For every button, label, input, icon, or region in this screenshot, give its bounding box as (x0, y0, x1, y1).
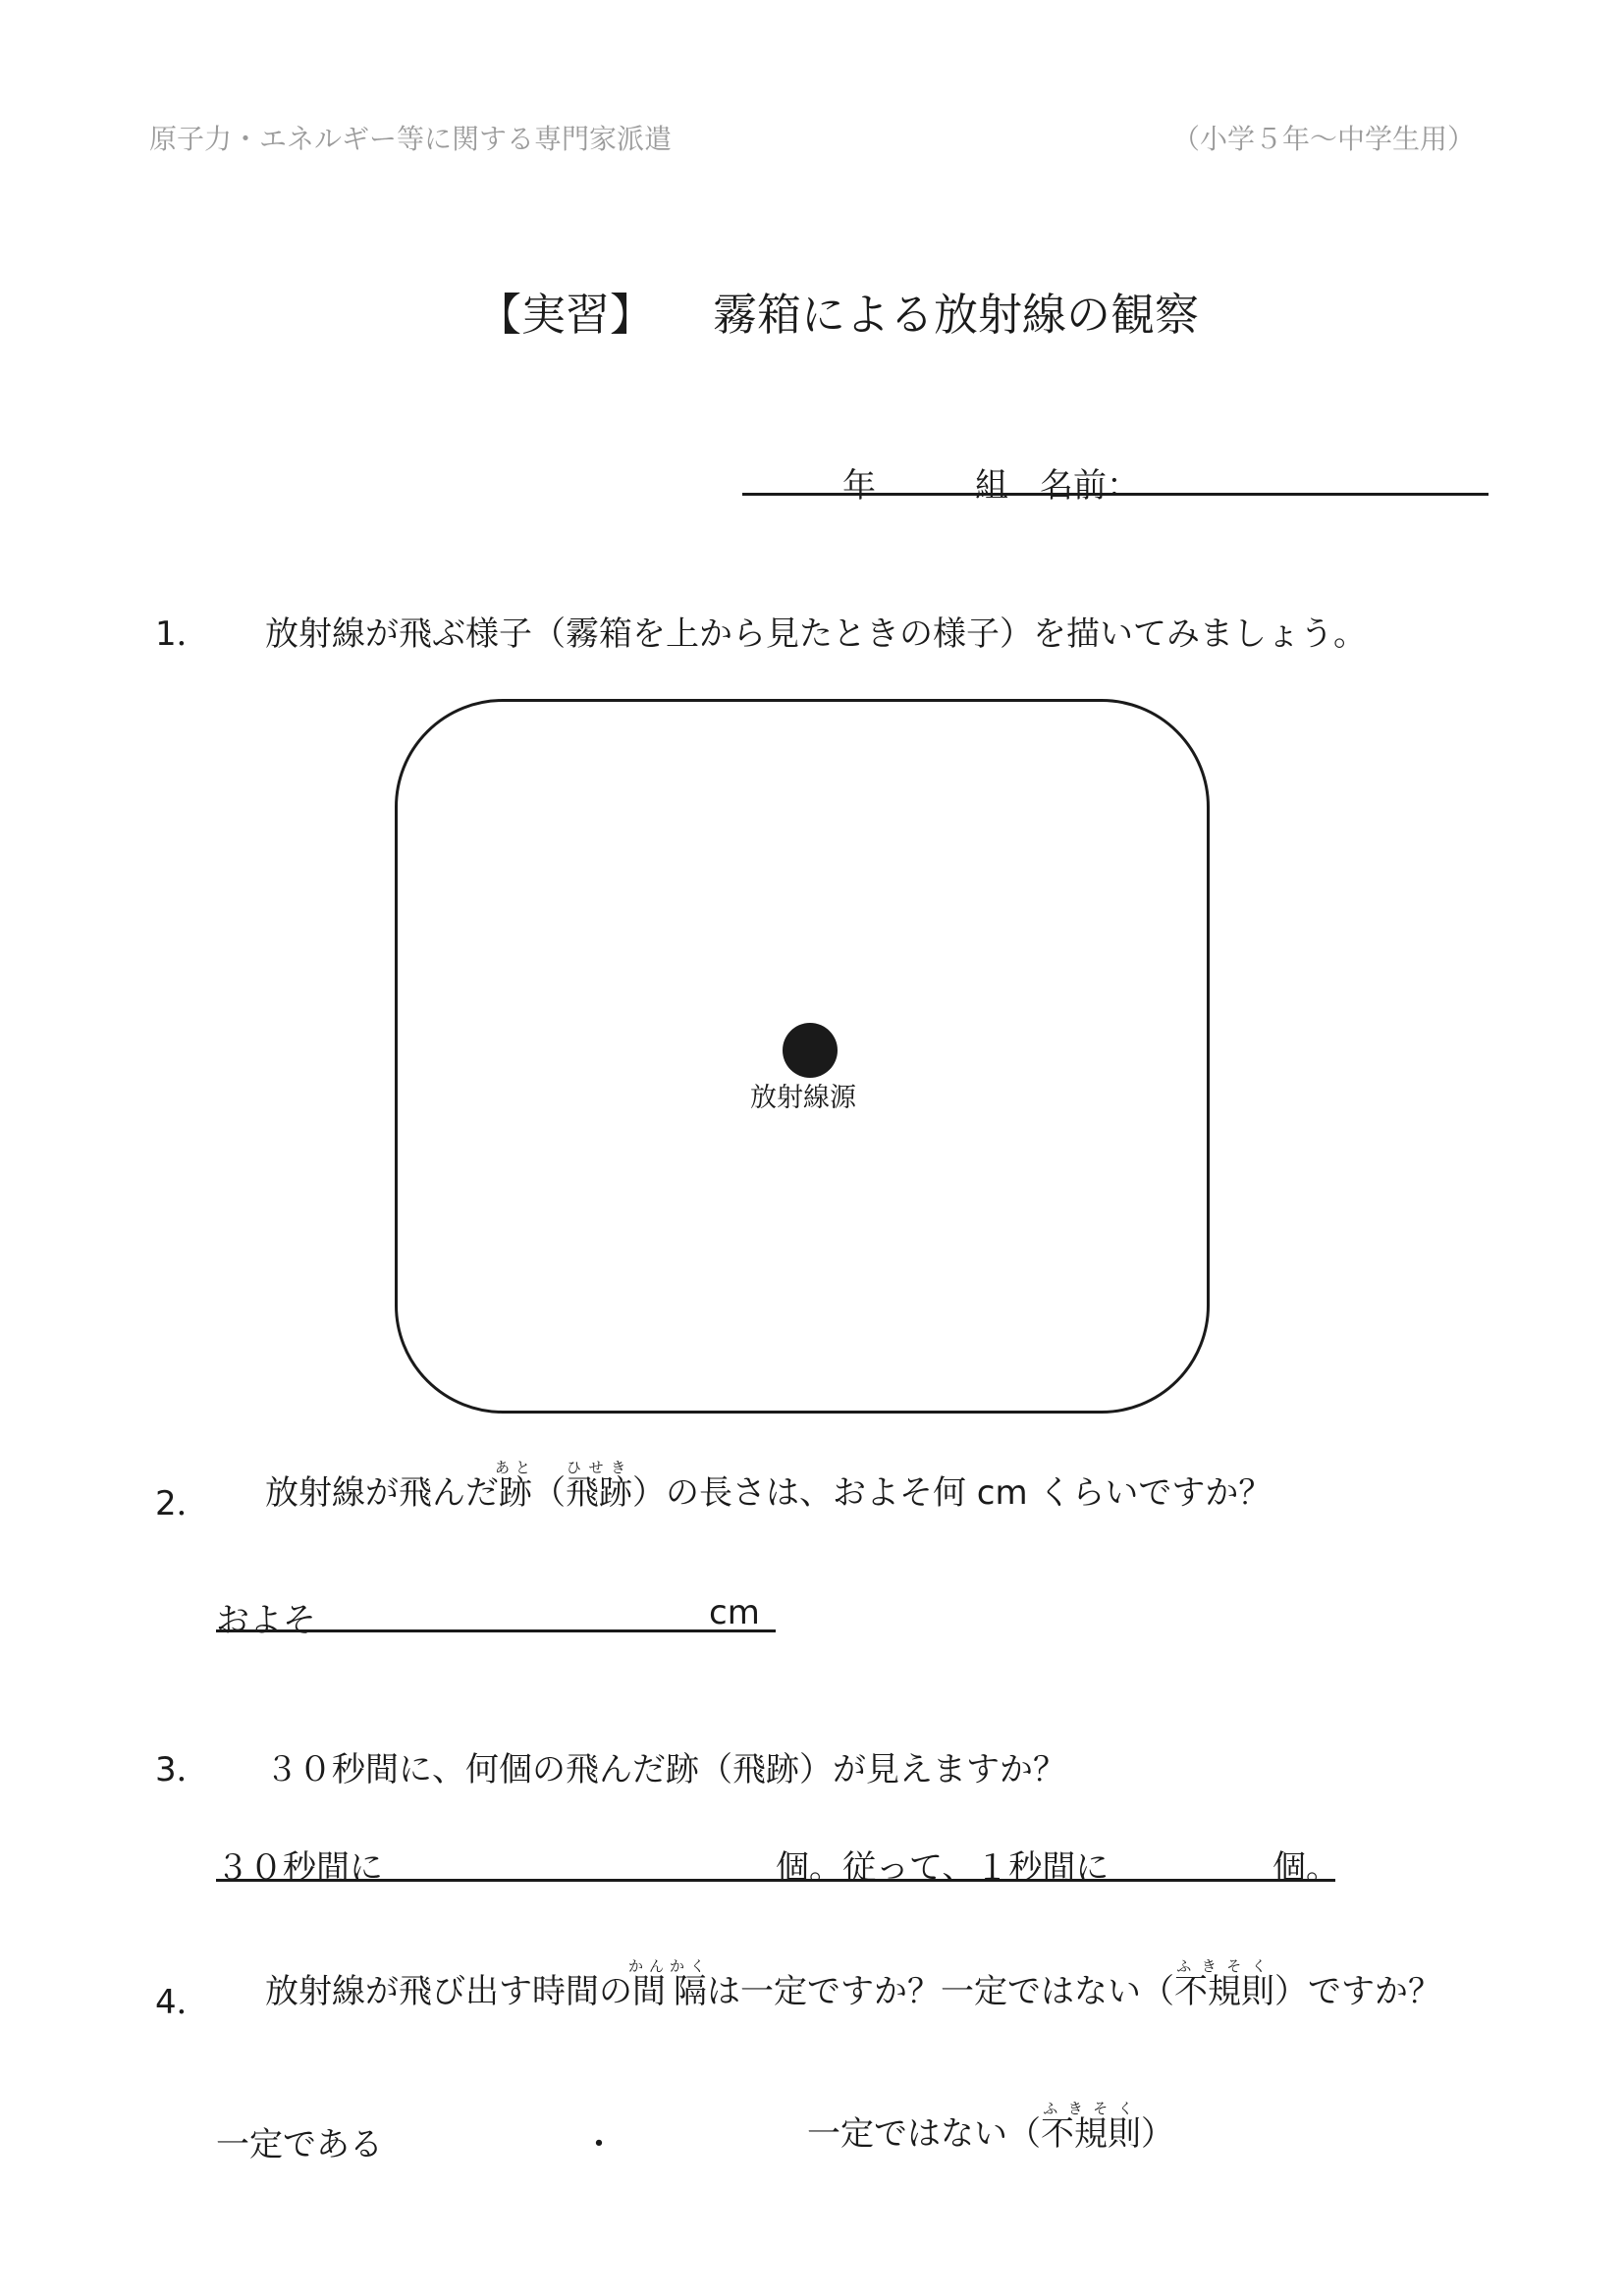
q2-answer-unit: cm (709, 1593, 760, 1632)
q3-number: 3． (155, 1750, 210, 1789)
q3-answer-c: 個。 (1272, 1848, 1339, 1888)
q4-fukisoku: 不規則 (1174, 1972, 1275, 2011)
name-underline[interactable] (742, 493, 1489, 496)
label-name: 名前： (1040, 466, 1140, 506)
label-year: 年 (842, 466, 876, 506)
q2-text-mid: （ (532, 1473, 566, 1513)
q4-kankaku-reading: かんかく (628, 1957, 712, 1975)
q2-ato-reading: あと (495, 1459, 537, 1476)
q1-text: 放射線が飛ぶ様子（霧箱を上から見たときの様子）を描いてみましょう。 (265, 614, 1367, 654)
q2-text-pre: 放射線が飛んだ (265, 1473, 499, 1513)
q2-answer-prefix: およそ (216, 1601, 316, 1640)
q2-answer-line[interactable] (216, 1629, 776, 1632)
q3-text: ３０秒間に、何個の飛んだ跡（飛跡）が見えますか？ (265, 1750, 1066, 1789)
radiation-source-dot (783, 1023, 838, 1078)
page-title (477, 279, 1199, 343)
q2-ruby-ato (495, 1459, 537, 1513)
q2-hiseki-reading: ひせき (566, 1459, 632, 1476)
q4-text (265, 1957, 1441, 2020)
q2-text (265, 1459, 1272, 1522)
q2-hiseki: 飛跡 (566, 1473, 632, 1513)
label-class: 組 (975, 466, 1008, 506)
radiation-source-label: 放射線源 (750, 1083, 856, 1113)
q2-ruby-hiseki (566, 1459, 632, 1513)
q2-number: 2． (155, 1484, 210, 1523)
q1-number: 1． (155, 614, 210, 654)
q3-answer-b: 個。従って、１秒間に (776, 1848, 1110, 1888)
q4-option-b-word: 不規則 (1041, 2114, 1141, 2154)
title-text: 霧箱による放射線の観察 (713, 289, 1200, 341)
q4-option-b-ruby (1041, 2100, 1141, 2154)
q4-ruby-kankaku (628, 1957, 712, 2011)
q2-text-post: ）の長さは、およそ何 cm くらいですか？ (632, 1473, 1272, 1513)
header-right: （小学５年〜中学生用） (1172, 123, 1476, 155)
q4-option-constant[interactable]: 一定である (216, 2125, 383, 2164)
q4-option-b-reading: ふきそく (1041, 2100, 1141, 2117)
q4-text-post: ）ですか？ (1274, 1972, 1442, 2011)
q4-option-irregular[interactable] (807, 2100, 1174, 2163)
header-left: 原子力・エネルギー等に関する専門家派遣 (149, 123, 673, 155)
q4-fukisoku-reading: ふきそく (1174, 1957, 1274, 1975)
q4-text-pre: 放射線が飛び出す時間の (265, 1972, 632, 2011)
q3-answer-line[interactable] (216, 1879, 1335, 1882)
q4-ruby-fukisoku (1174, 1957, 1275, 2011)
q4-kankaku: 間隔 (628, 1972, 712, 2011)
title-tag: 【実習】 (477, 289, 655, 341)
q3-answer-a: ３０秒間に (216, 1848, 383, 1888)
q2-ato: 跡 (495, 1473, 536, 1513)
q4-option-b-pre: 一定ではない（ (807, 2114, 1041, 2154)
q4-option-separator: ・ (582, 2125, 616, 2164)
q4-number: 4． (155, 1983, 210, 2022)
q4-option-b-post: ） (1141, 2114, 1174, 2154)
q4-text-mid: は一定ですか？一定ではない（ (707, 1972, 1175, 2011)
